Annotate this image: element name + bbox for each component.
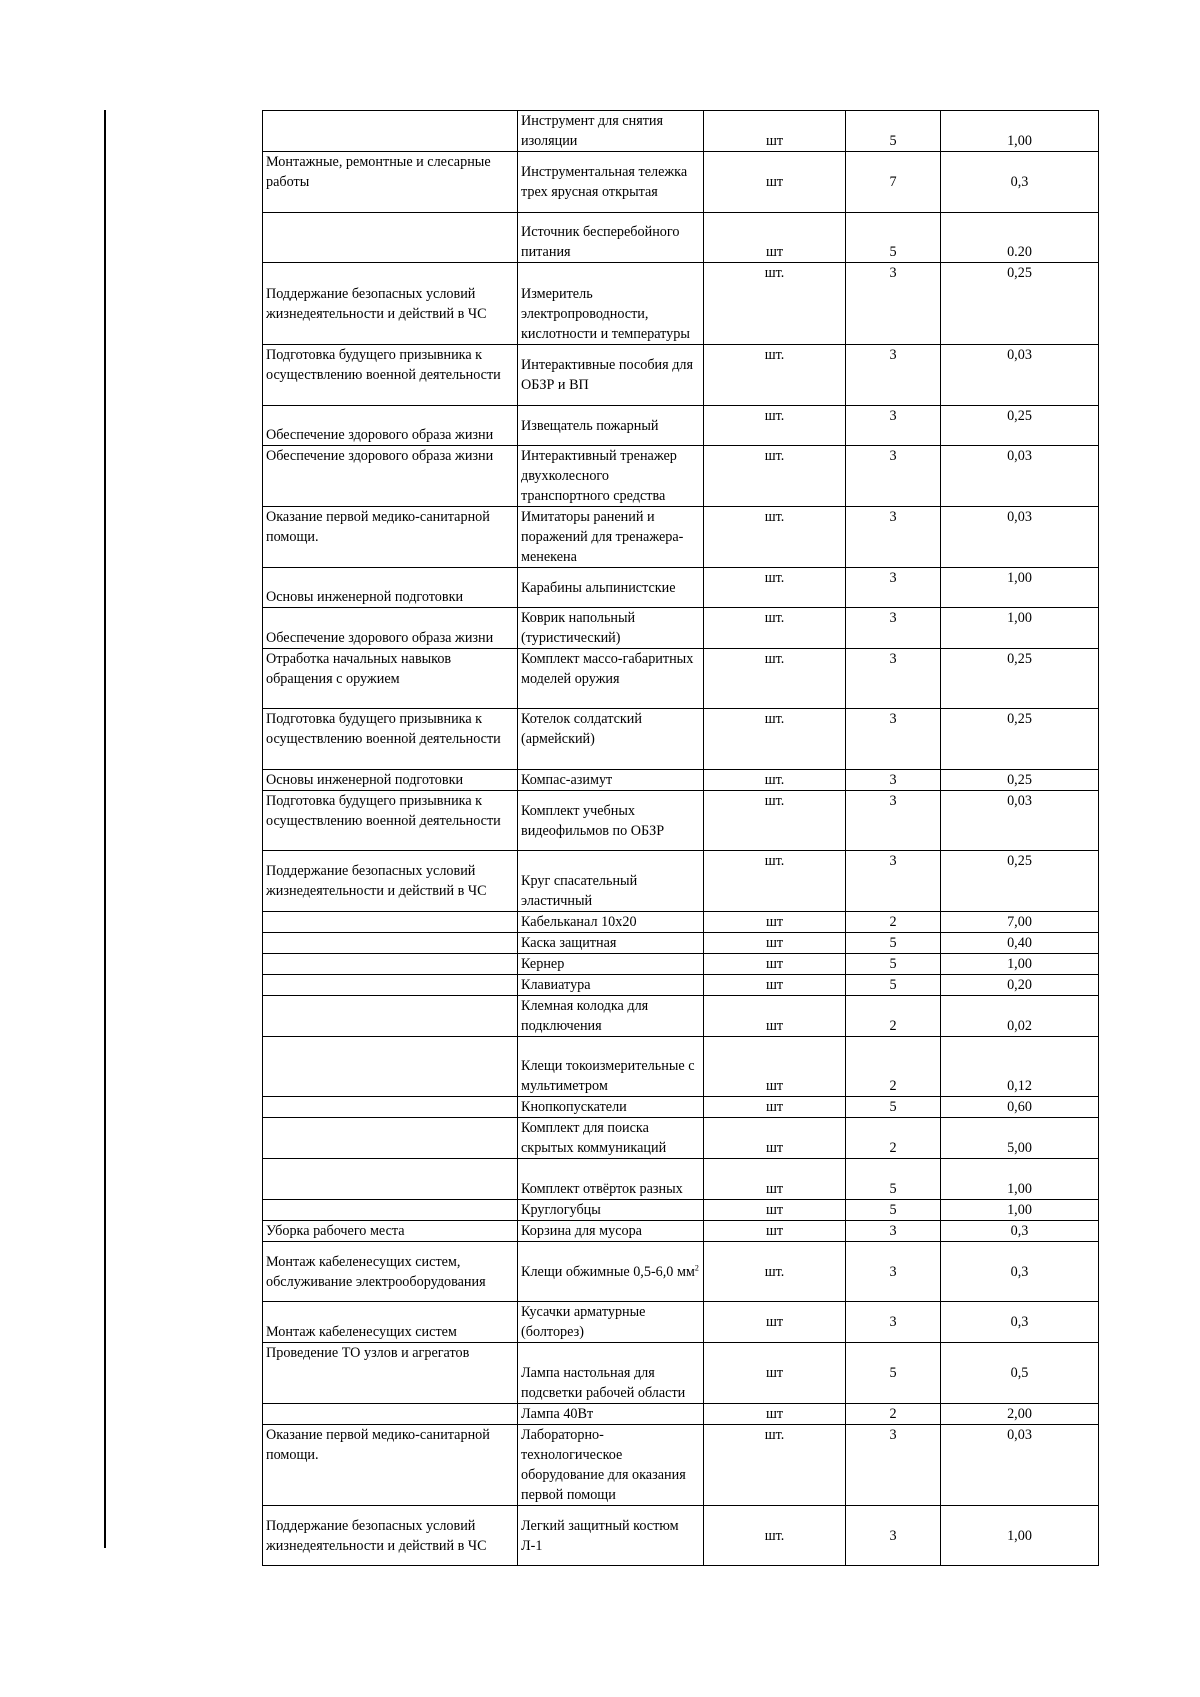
work-cell: Монтажные, ремонтные и слесарные работы: [263, 152, 518, 213]
unit-cell: шт: [704, 1159, 846, 1200]
unit-cell: шт.: [704, 1242, 846, 1302]
work-cell: [263, 1404, 518, 1425]
coefficient-cell: 0,25: [941, 649, 1099, 709]
item-name-cell: Источник бесперебойного питания: [518, 213, 704, 263]
quantity-cell: 3: [846, 1506, 941, 1566]
quantity-cell: 5: [846, 954, 941, 975]
unit-cell: шт: [704, 975, 846, 996]
coefficient-cell: 0,60: [941, 1097, 1099, 1118]
unit-cell: шт.: [704, 851, 846, 912]
work-cell: [263, 1037, 518, 1097]
item-name-cell: Круглогубцы: [518, 1200, 704, 1221]
work-cell: Подготовка будущего призывника к осуществлению военной деятельности: [263, 709, 518, 770]
item-name-cell: Комплект массо-габаритных моделей оружия: [518, 649, 704, 709]
work-cell: Отработка начальных навыков обращения с оружием: [263, 649, 518, 709]
item-name-text: Клещи обжимные 0,5-6,0 мм: [521, 1263, 695, 1280]
table-row: [263, 568, 1099, 608]
item-name-cell: Инструмент для снятия изоляции: [518, 111, 704, 152]
table-row: [263, 1302, 1099, 1343]
coefficient-cell: 1,00: [941, 111, 1099, 152]
item-name-cell: Интерактивный тренажер двухколесного транспортного средства: [518, 446, 704, 507]
coefficient-cell: 0,5: [941, 1343, 1099, 1404]
item-name-cell: Круг спасательный эластичный: [518, 851, 704, 912]
work-cell: Монтаж кабеленесущих систем: [263, 1302, 518, 1343]
quantity-cell: 3: [846, 263, 941, 345]
coefficient-cell: 7,00: [941, 912, 1099, 933]
item-name-cell: Измеритель электропроводности, кислотности и температуры: [518, 263, 704, 345]
work-cell: Оказание первой медико-санитарной помощи.: [263, 507, 518, 568]
work-cell: Подготовка будущего призывника к осуществлению военной деятельности: [263, 345, 518, 406]
coefficient-cell: 0,03: [941, 507, 1099, 568]
item-name-cell: Клемная колодка для подключения: [518, 996, 704, 1037]
unit-cell: шт: [704, 1037, 846, 1097]
item-name-cell: Лампа настольная для подсветки рабочей области: [518, 1343, 704, 1404]
quantity-cell: 5: [846, 213, 941, 263]
work-cell: Основы инженерной подготовки: [263, 568, 518, 608]
quantity-cell: 5: [846, 975, 941, 996]
coefficient-cell: 1,00: [941, 1159, 1099, 1200]
item-name-cell: Клещи токоизмерительные с мультиметром: [518, 1037, 704, 1097]
unit-cell: шт: [704, 954, 846, 975]
quantity-cell: 2: [846, 1037, 941, 1097]
quantity-cell: 3: [846, 1221, 941, 1242]
unit-cell: шт: [704, 1343, 846, 1404]
item-name-cell: Кнопкопускатели: [518, 1097, 704, 1118]
table-row: [263, 1221, 1099, 1242]
work-cell: Проведение ТО узлов и агрегатов: [263, 1343, 518, 1404]
unit-cell: шт.: [704, 406, 846, 446]
table-row: [263, 996, 1099, 1037]
coefficient-cell: 0,25: [941, 709, 1099, 770]
work-cell: [263, 213, 518, 263]
item-name-cell: Котелок солдатский (армейский): [518, 709, 704, 770]
unit-cell: шт: [704, 152, 846, 213]
unit-cell: шт.: [704, 263, 846, 345]
table-row: [263, 709, 1099, 770]
table-row: [263, 1200, 1099, 1221]
quantity-cell: 5: [846, 1159, 941, 1200]
coefficient-cell: 1,00: [941, 608, 1099, 649]
coefficient-cell: 2,00: [941, 1404, 1099, 1425]
coefficient-cell: 0,03: [941, 791, 1099, 851]
quantity-cell: 5: [846, 1097, 941, 1118]
work-cell: Поддержание безопасных условий жизнедеятельности и действий в ЧС: [263, 851, 518, 912]
coefficient-cell: 5,00: [941, 1118, 1099, 1159]
table-row: [263, 770, 1099, 791]
quantity-cell: 3: [846, 649, 941, 709]
quantity-cell: 3: [846, 345, 941, 406]
table-row: [263, 1037, 1099, 1097]
coefficient-cell: 1,00: [941, 1200, 1099, 1221]
table-row: [263, 912, 1099, 933]
coefficient-cell: 1,00: [941, 954, 1099, 975]
table-row: [263, 608, 1099, 649]
quantity-cell: 3: [846, 770, 941, 791]
superscript-text: 2: [694, 1262, 699, 1272]
quantity-cell: 7: [846, 152, 941, 213]
unit-cell: шт: [704, 912, 846, 933]
item-name-cell: Коврик напольный (туристический): [518, 608, 704, 649]
table-row: [263, 1425, 1099, 1506]
equipment-table: [262, 110, 1099, 1566]
table-row: [263, 1506, 1099, 1566]
quantity-cell: 3: [846, 1425, 941, 1506]
work-cell: [263, 1097, 518, 1118]
quantity-cell: 3: [846, 446, 941, 507]
work-cell: Обеспечение здорового образа жизни: [263, 446, 518, 507]
work-cell: Поддержание безопасных условий жизнедеятельности и действий в ЧС: [263, 1506, 518, 1566]
work-cell: Уборка рабочего места: [263, 1221, 518, 1242]
unit-cell: шт: [704, 1118, 846, 1159]
coefficient-cell: 0,25: [941, 406, 1099, 446]
coefficient-cell: 0,20: [941, 975, 1099, 996]
item-name-cell: [518, 1242, 704, 1302]
quantity-cell: 3: [846, 1302, 941, 1343]
item-name-cell: Кусачки арматурные (болторез): [518, 1302, 704, 1343]
quantity-cell: 3: [846, 851, 941, 912]
item-name-cell: Инструментальная тележка трех ярусная открытая: [518, 152, 704, 213]
table-row: [263, 791, 1099, 851]
unit-cell: шт.: [704, 507, 846, 568]
table-row: [263, 1242, 1099, 1302]
table-row: [263, 1097, 1099, 1118]
unit-cell: шт: [704, 1221, 846, 1242]
work-cell: Поддержание безопасных условий жизнедеятельности и действий в ЧС: [263, 263, 518, 345]
coefficient-cell: 0,03: [941, 345, 1099, 406]
left-margin-line: [104, 110, 106, 1548]
item-name-cell: Имитаторы ранений и поражений для тренажера-менекена: [518, 507, 704, 568]
work-cell: [263, 912, 518, 933]
coefficient-cell: 0,25: [941, 263, 1099, 345]
table-row: [263, 975, 1099, 996]
item-name-cell: Интерактивные пособия для ОБЗР и ВП: [518, 345, 704, 406]
coefficient-cell: 0,3: [941, 152, 1099, 213]
item-name-cell: Комплект для поиска скрытых коммуникаций: [518, 1118, 704, 1159]
work-cell: [263, 1159, 518, 1200]
work-cell: [263, 954, 518, 975]
table-row: [263, 345, 1099, 406]
coefficient-cell: 1,00: [941, 1506, 1099, 1566]
item-name-cell: Извещатель пожарный: [518, 406, 704, 446]
item-name-cell: Корзина для мусора: [518, 1221, 704, 1242]
coefficient-cell: 1,00: [941, 568, 1099, 608]
table-row: [263, 152, 1099, 213]
quantity-cell: 3: [846, 406, 941, 446]
unit-cell: шт.: [704, 649, 846, 709]
table-row: [263, 446, 1099, 507]
table-row: [263, 954, 1099, 975]
work-cell: [263, 1200, 518, 1221]
coefficient-cell: 0,25: [941, 851, 1099, 912]
quantity-cell: 2: [846, 996, 941, 1037]
coefficient-cell: 0,12: [941, 1037, 1099, 1097]
unit-cell: шт: [704, 933, 846, 954]
table-row: [263, 933, 1099, 954]
unit-cell: шт: [704, 1302, 846, 1343]
quantity-cell: 3: [846, 1242, 941, 1302]
table-row: [263, 851, 1099, 912]
table-row: [263, 507, 1099, 568]
table-row: [263, 406, 1099, 446]
table-row: [263, 649, 1099, 709]
coefficient-cell: 0,40: [941, 933, 1099, 954]
unit-cell: шт.: [704, 770, 846, 791]
quantity-cell: 3: [846, 608, 941, 649]
quantity-cell: 3: [846, 568, 941, 608]
quantity-cell: 2: [846, 1404, 941, 1425]
item-name-cell: Клавиатура: [518, 975, 704, 996]
unit-cell: шт.: [704, 608, 846, 649]
unit-cell: шт.: [704, 709, 846, 770]
item-name-cell: Легкий защитный костюм Л-1: [518, 1506, 704, 1566]
coefficient-cell: 0,3: [941, 1302, 1099, 1343]
quantity-cell: 3: [846, 709, 941, 770]
unit-cell: шт.: [704, 1425, 846, 1506]
item-name-cell: Лабораторно-технологическое оборудование для оказания первой помощи: [518, 1425, 704, 1506]
quantity-cell: 5: [846, 1343, 941, 1404]
quantity-cell: 3: [846, 507, 941, 568]
work-cell: Основы инженерной подготовки: [263, 770, 518, 791]
quantity-cell: 5: [846, 1200, 941, 1221]
unit-cell: шт: [704, 996, 846, 1037]
unit-cell: шт: [704, 111, 846, 152]
work-cell: Обеспечение здорового образа жизни: [263, 608, 518, 649]
unit-cell: шт.: [704, 791, 846, 851]
work-cell: [263, 975, 518, 996]
coefficient-cell: 0.20: [941, 213, 1099, 263]
quantity-cell: 5: [846, 111, 941, 152]
unit-cell: шт: [704, 1200, 846, 1221]
work-cell: Оказание первой медико-санитарной помощи.: [263, 1425, 518, 1506]
work-cell: Монтаж кабеленесущих систем, обслуживание электрооборудования: [263, 1242, 518, 1302]
table-row: [263, 1343, 1099, 1404]
coefficient-cell: 0,3: [941, 1221, 1099, 1242]
unit-cell: шт: [704, 213, 846, 263]
item-name-cell: Лампа 40Вт: [518, 1404, 704, 1425]
unit-cell: шт.: [704, 568, 846, 608]
unit-cell: шт.: [704, 345, 846, 406]
item-name-cell: Каска защитная: [518, 933, 704, 954]
quantity-cell: 3: [846, 791, 941, 851]
item-name-cell: Комплект учебных видеофильмов по ОБЗР: [518, 791, 704, 851]
work-cell: [263, 933, 518, 954]
table-row: [263, 1159, 1099, 1200]
item-name-cell: Кабельканал 10х20: [518, 912, 704, 933]
work-cell: [263, 996, 518, 1037]
table-row: [263, 1404, 1099, 1425]
unit-cell: шт.: [704, 1506, 846, 1566]
work-cell: Подготовка будущего призывника к осуществлению военной деятельности: [263, 791, 518, 851]
coefficient-cell: 0,03: [941, 1425, 1099, 1506]
work-cell: [263, 111, 518, 152]
item-name-cell: Комплект отвёрток разных: [518, 1159, 704, 1200]
work-cell: [263, 1118, 518, 1159]
table-row: [263, 111, 1099, 152]
quantity-cell: 2: [846, 912, 941, 933]
coefficient-cell: 0,25: [941, 770, 1099, 791]
work-cell: Обеспечение здорового образа жизни: [263, 406, 518, 446]
quantity-cell: 2: [846, 1118, 941, 1159]
item-name-cell: Карабины альпинистские: [518, 568, 704, 608]
item-name-cell: Кернер: [518, 954, 704, 975]
coefficient-cell: 0,3: [941, 1242, 1099, 1302]
unit-cell: шт: [704, 1404, 846, 1425]
coefficient-cell: 0,03: [941, 446, 1099, 507]
unit-cell: шт: [704, 1097, 846, 1118]
table-row: [263, 1118, 1099, 1159]
unit-cell: шт.: [704, 446, 846, 507]
item-name-cell: Компас-азимут: [518, 770, 704, 791]
table-row: [263, 263, 1099, 345]
table-row: [263, 213, 1099, 263]
coefficient-cell: 0,02: [941, 996, 1099, 1037]
quantity-cell: 5: [846, 933, 941, 954]
